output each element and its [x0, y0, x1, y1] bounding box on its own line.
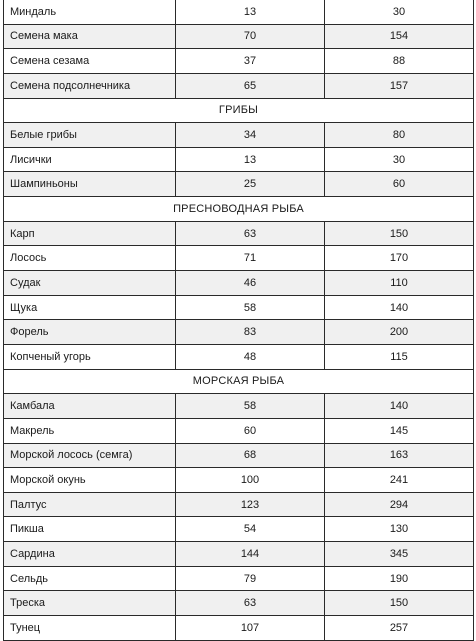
value-b-cell: 150 [325, 591, 474, 616]
value-b-cell: 200 [325, 320, 474, 345]
value-a-cell: 58 [176, 394, 325, 419]
value-b-cell: 150 [325, 221, 474, 246]
value-b-cell: 30 [325, 147, 474, 172]
value-a-cell: 70 [176, 24, 325, 49]
product-name-cell: Миндаль [4, 0, 176, 24]
nutrition-table-page [3, 0, 473, 641]
product-name-cell: Тунец [4, 616, 176, 641]
value-b-cell: 60 [325, 172, 474, 197]
table-row [4, 295, 474, 320]
product-name-cell: Камбала [4, 394, 176, 419]
value-b-cell: 257 [325, 616, 474, 641]
value-a-cell: 13 [176, 0, 325, 24]
value-a-cell: 60 [176, 418, 325, 443]
product-name-cell: Морской окунь [4, 468, 176, 493]
value-b-cell: 163 [325, 443, 474, 468]
nutrition-table [3, 0, 474, 641]
product-name-cell: Карп [4, 221, 176, 246]
product-name-cell: Морской лосось (семга) [4, 443, 176, 468]
value-a-cell: 65 [176, 73, 325, 98]
table-row [4, 123, 474, 148]
table-row [4, 418, 474, 443]
product-name-cell: Лосось [4, 246, 176, 271]
value-a-cell: 63 [176, 591, 325, 616]
table-row [4, 468, 474, 493]
table-row [4, 394, 474, 419]
table-row [4, 492, 474, 517]
value-a-cell: 79 [176, 566, 325, 591]
table-row [4, 49, 474, 74]
table-row [4, 344, 474, 369]
value-a-cell: 63 [176, 221, 325, 246]
product-name-cell: Семена подсолнечника [4, 73, 176, 98]
value-b-cell: 154 [325, 24, 474, 49]
product-name-cell: Белые грибы [4, 123, 176, 148]
value-a-cell: 54 [176, 517, 325, 542]
product-name-cell: Сардина [4, 542, 176, 567]
table-row [4, 0, 474, 24]
value-a-cell: 123 [176, 492, 325, 517]
value-b-cell: 30 [325, 0, 474, 24]
table-row [4, 517, 474, 542]
value-a-cell: 37 [176, 49, 325, 74]
product-name-cell: Семена сезама [4, 49, 176, 74]
value-a-cell: 71 [176, 246, 325, 271]
value-b-cell: 110 [325, 271, 474, 296]
value-b-cell: 115 [325, 344, 474, 369]
value-a-cell: 68 [176, 443, 325, 468]
table-row [4, 616, 474, 641]
product-name-cell: Копченый угорь [4, 344, 176, 369]
product-name-cell: Палтус [4, 492, 176, 517]
table-body [4, 0, 474, 640]
value-a-cell: 58 [176, 295, 325, 320]
value-b-cell: 190 [325, 566, 474, 591]
table-row [4, 542, 474, 567]
value-a-cell: 34 [176, 123, 325, 148]
table-row [4, 271, 474, 296]
value-b-cell: 241 [325, 468, 474, 493]
value-b-cell: 345 [325, 542, 474, 567]
product-name-cell: Форель [4, 320, 176, 345]
section-header-row [4, 197, 474, 222]
table-row [4, 73, 474, 98]
table-row [4, 24, 474, 49]
section-header-row [4, 98, 474, 123]
table-row [4, 591, 474, 616]
product-name-cell: Судак [4, 271, 176, 296]
value-b-cell: 157 [325, 73, 474, 98]
section-title: МОРСКАЯ РЫБА [4, 369, 474, 394]
table-row [4, 443, 474, 468]
product-name-cell: Щука [4, 295, 176, 320]
product-name-cell: Шампиньоны [4, 172, 176, 197]
table-row [4, 320, 474, 345]
value-b-cell: 88 [325, 49, 474, 74]
value-b-cell: 294 [325, 492, 474, 517]
value-a-cell: 83 [176, 320, 325, 345]
value-b-cell: 140 [325, 295, 474, 320]
value-a-cell: 13 [176, 147, 325, 172]
section-title: ГРИБЫ [4, 98, 474, 123]
product-name-cell: Сельдь [4, 566, 176, 591]
value-a-cell: 46 [176, 271, 325, 296]
table-row [4, 566, 474, 591]
product-name-cell: Семена мака [4, 24, 176, 49]
product-name-cell: Треска [4, 591, 176, 616]
value-b-cell: 140 [325, 394, 474, 419]
table-row [4, 172, 474, 197]
value-b-cell: 130 [325, 517, 474, 542]
value-b-cell: 80 [325, 123, 474, 148]
table-row [4, 221, 474, 246]
section-title: ПРЕСНОВОДНАЯ РЫБА [4, 197, 474, 222]
value-a-cell: 107 [176, 616, 325, 641]
value-a-cell: 25 [176, 172, 325, 197]
section-header-row [4, 369, 474, 394]
value-a-cell: 144 [176, 542, 325, 567]
table-row [4, 246, 474, 271]
table-row [4, 147, 474, 172]
value-a-cell: 100 [176, 468, 325, 493]
product-name-cell: Лисички [4, 147, 176, 172]
product-name-cell: Макрель [4, 418, 176, 443]
value-a-cell: 48 [176, 344, 325, 369]
value-b-cell: 145 [325, 418, 474, 443]
value-b-cell: 170 [325, 246, 474, 271]
product-name-cell: Пикша [4, 517, 176, 542]
